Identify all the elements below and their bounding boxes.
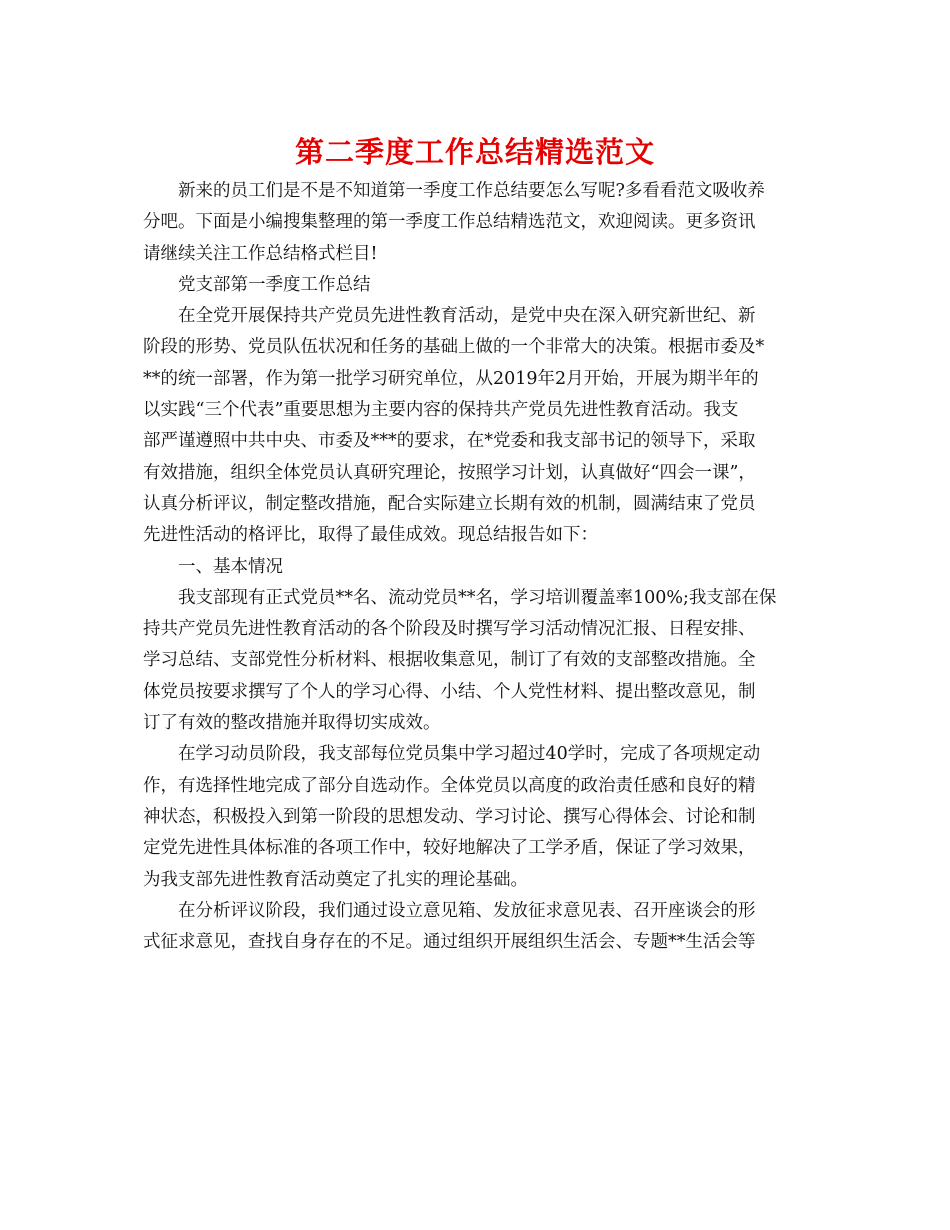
body-line: 认真分析评议，制定整改措施，配合实际建立长期有效的机制，圆满结束了党员: [143, 493, 756, 514]
body-line: **的统一部署，作为第一批学习研究单位，从2019年2月开始，开展为期半年的: [143, 368, 759, 389]
body-line: 神状态，积极投入到第一阶段的思想发动、学习讨论、撰写心得体会、讨论和制: [143, 806, 756, 827]
document-body: [143, 176, 803, 958]
body-line: 定党先进性具体标准的各项工作中，较好地解决了工学矛盾，保证了学习效果，: [143, 838, 756, 859]
body-line: 请继续关注工作总结格式栏目!: [143, 243, 378, 264]
body-line: 持共产党员先进性教育活动的各个阶段及时撰写学习活动情况汇报、日程安排、: [143, 619, 756, 640]
body-line: 一、基本情况: [178, 556, 283, 577]
body-line: 阶段的形势、党员队伍状况和任务的基础上做的一个非常大的决策。根据市委及*: [143, 337, 765, 358]
body-line: 式征求意见，查找自身存在的不足。通过组织开展组织生活会、专题**生活会等: [143, 932, 756, 953]
body-line: 为我支部先进性教育活动奠定了扎实的理论基础。: [143, 869, 528, 890]
body-line: 在学习动员阶段，我支部每位党员集中学习超过40学时，完成了各项规定动: [178, 744, 761, 765]
document-title: 第二季度工作总结精选范文: [294, 135, 655, 169]
body-line: 在全党开展保持共产党员先进性教育活动，是党中央在深入研究新世纪、新: [178, 306, 756, 327]
body-line: 作，有选择性地完成了部分自选动作。全体党员以高度的政治责任感和良好的精: [143, 775, 756, 796]
body-line: 学习总结、支部党性分析材料、根据收集意见，制订了有效的支部整改措施。全: [143, 650, 756, 671]
body-line: 党支部第一季度工作总结: [178, 274, 371, 295]
body-line: 订了有效的整改措施并取得切实成效。: [143, 713, 441, 734]
body-line: 分吧。下面是小编搜集整理的第一季度工作总结精选范文，欢迎阅读。更多资讯: [143, 212, 756, 233]
body-line: 体党员按要求撰写了个人的学习心得、小结、个人党性材料、提出整改意见，制: [143, 681, 756, 702]
body-line: 我支部现有正式党员**名、流动党员**名，学习培训覆盖率100%;我支部在保: [178, 587, 777, 608]
body-line: 在分析评议阶段，我们通过设立意见箱、发放征求意见表、召开座谈会的形: [178, 900, 756, 921]
body-line: 有效措施，组织全体党员认真研究理论，按照学习计划，认真做好“四会一课”，: [143, 462, 756, 483]
body-line: 以实践“三个代表”重要思想为主要内容的保持共产党员先进性教育活动。我支: [143, 400, 739, 421]
body-line: 先进性活动的格评比，取得了最佳成效。现总结报告如下：: [143, 525, 598, 546]
body-line: 部严谨遵照中共中央、市委及***的要求，在*党委和我支部书记的领导下，采取: [143, 431, 756, 452]
body-line: 新来的员工们是不是不知道第一季度工作总结要怎么写呢?多看看范文吸收养: [178, 181, 765, 201]
